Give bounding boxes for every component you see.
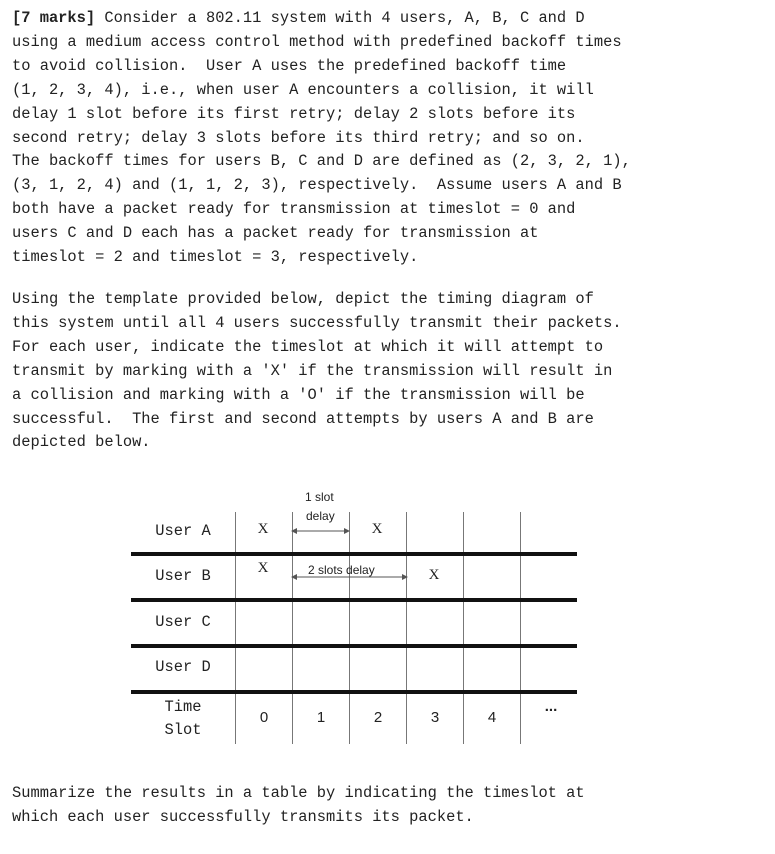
question-paragraph-2: [12, 288, 767, 455]
p2-line: successful. The first and second attempts by users A and B are: [12, 409, 594, 428]
user-a-label: User A: [155, 522, 211, 540]
p2-line: For each user, indicate the timeslot at which it will attempt to: [12, 337, 604, 356]
user-c-label: User C: [155, 613, 211, 631]
user-d-label: User D: [155, 658, 211, 676]
annotation-a-line1: 1 slot: [305, 490, 334, 504]
p1-line: delay 1 slot before its first retry; delay 2 slots before its: [12, 104, 576, 123]
grid-line: [349, 512, 350, 744]
user-b-label: User B: [155, 567, 211, 585]
slot-number-1: 1: [316, 709, 326, 726]
p1-line: both have a packet ready for transmission at timeslot = 0 and: [12, 200, 576, 219]
time-label: Time: [164, 698, 202, 716]
p1-line: The backoff times for users B, C and D are defined as (2, 3, 2, 1),: [12, 152, 631, 171]
slot-label: Slot: [164, 721, 202, 739]
p1-line: users C and D each has a packet ready for transmission at: [12, 224, 539, 243]
time-slot-label: [131, 696, 235, 742]
delay-arrow-a: [290, 526, 352, 536]
annotation-a-line2: delay: [306, 509, 335, 523]
mark-b-slot3: X: [428, 567, 440, 583]
row-separator: [131, 598, 577, 602]
p2-line: this system until all 4 users successfully transmit their packets.: [12, 313, 622, 332]
delay-arrow-b: [290, 572, 410, 582]
p1-line: (3, 1, 2, 4) and (1, 1, 2, 3), respectively. Assume users A and B: [12, 176, 622, 195]
slot-number-2: 2: [373, 709, 383, 726]
row-separator: [131, 552, 577, 556]
question-paragraph-3: [12, 782, 767, 830]
p2-line: transmit by marking with a 'X' if the transmission will result in: [12, 361, 613, 380]
p3-line: which each user successfully transmits its packet.: [12, 807, 474, 826]
p2-line: a collision and marking with a 'O' if the transmission will be: [12, 385, 585, 404]
grid-line: [520, 512, 521, 744]
p3-line: Summarize the results in a table by indicating the timeslot at: [12, 784, 585, 802]
p1-line: Consider a 802.11 system with 4 users, A, B, C and D: [95, 9, 585, 27]
slot-number-3: 3: [430, 709, 440, 726]
mark-b-slot0: X: [257, 560, 269, 576]
mark-a-slot2: X: [371, 521, 383, 537]
question-paragraph-1: [12, 7, 767, 270]
grid-line: [406, 512, 407, 744]
p1-line: timeslot = 2 and timeslot = 3, respectively.: [12, 248, 419, 267]
row-separator: [131, 690, 577, 694]
p1-line: (1, 2, 3, 4), i.e., when user A encounters a collision, it will: [12, 80, 594, 99]
grid-line: [292, 512, 293, 744]
row-separator: [131, 644, 577, 648]
p1-line: using a medium access control method with predefined backoff times: [12, 32, 622, 51]
mark-a-slot0: X: [257, 521, 269, 537]
marks-label: [7 marks]: [12, 9, 96, 27]
p2-line: depicted below.: [12, 433, 151, 452]
annotation-b: 2 slots delay: [308, 563, 375, 577]
slot-number-4: 4: [487, 709, 497, 726]
p2-line: Using the template provided below, depict the timing diagram of: [12, 290, 594, 308]
slot-number-0: 0: [259, 709, 269, 726]
grid-line: [463, 512, 464, 744]
p1-line: second retry; delay 3 slots before its third retry; and so on.: [12, 128, 585, 147]
p1-line: to avoid collision. User A uses the predefined backoff time: [12, 56, 567, 75]
grid-line-label-separator: [235, 512, 236, 744]
slot-ellipsis: ...: [544, 698, 558, 715]
